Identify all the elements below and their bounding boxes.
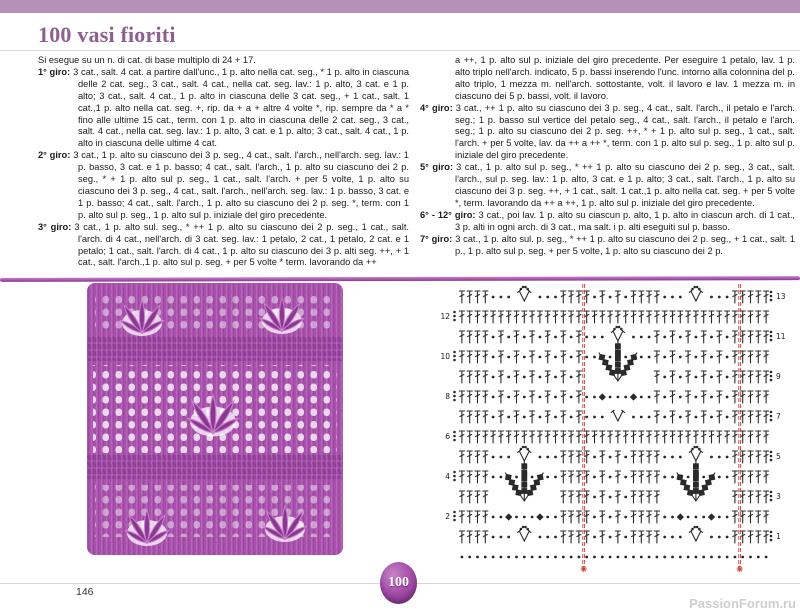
left-column xyxy=(38,55,409,269)
round-text: 3 cat., salt. 4 cat. a partire dall'unc., 1 p. alto nella cat. seg., * 1 p. alto in ciascuna delle 2 cat. seg., 3 cat., salt. 4 cat., nella cat. seg. lav.: 1 p. alto, 3 cat. e 1 p. alto; 3 cat., salt. 4 cat., 1 p. alto in ciascuna delle 3 cat. seg., + 1 cat., salt. 1 cat.,1 p. alto nella cat. seg. +, rip. da + a + altre 4 volte *, rip. sempre da * a * fino alle ultime 15 cat., term. con 1 p. alto in ciascuna delle 2 cat. seg., 3 cat., salt. 4 cat., nella cat. seg. lav.: 1 p. alto, 3 cat. e 1 p. alto; 3 cat., salt. 4 cat., 1 p. alto in ciascuna delle ultime 4 cat. xyxy=(73,66,409,149)
svg-text:4: 4 xyxy=(445,472,450,481)
svg-text:8: 8 xyxy=(445,392,450,401)
page-number: 146 xyxy=(76,586,94,598)
round-label: 5° giro: xyxy=(420,162,454,173)
svg-text:10: 10 xyxy=(440,352,450,361)
watermark: PassionForum.ru xyxy=(689,596,796,611)
round-instruction xyxy=(38,150,409,221)
svg-text:3: 3 xyxy=(776,492,781,501)
chart-flower-motif xyxy=(502,461,547,503)
title-rule xyxy=(0,50,800,51)
svg-text:5: 5 xyxy=(776,452,781,461)
svg-text:11: 11 xyxy=(776,332,786,341)
svg-text:7: 7 xyxy=(776,412,781,421)
crochet-chart xyxy=(425,280,797,578)
round-label: 6° - 12° giro: xyxy=(420,209,476,220)
round-instruction xyxy=(420,162,795,210)
round-text: 3 cat., 1 p. alto su ciascuno dei 3 p. seg., 4 cat., salt. l'arch., nell'arch. seg. lav.: 1 p. basso, 3 cat. e 1 p. basso; 4 cat., salt. l'arch., 1 p. alto su ciascuno dei 2 p. seg., * + 1 p. alto sul p. seg., 1 cat., salt. l'arch. + per 5 volte, 1 p. alto su ciascuno dei 3 p. seg., 4 cat., salt. l'arch., nell'arch. seg. lav.: 1 p. basso, 3 cat. e 1 p. basso; 4 cat., salt. l'arch., 1 p. alto su ciascuno dei 2 p. seg. *, term. con 1 p. alto sul p. seg., 1 p. alto sul p. iniziale del giro precedente. xyxy=(73,150,409,220)
page-title: 100 vasi fioriti xyxy=(38,22,176,47)
header-bar xyxy=(0,0,800,13)
chart-flower-motif xyxy=(674,461,719,503)
round-label: 2° giro: xyxy=(38,150,71,161)
round-label: 7° giro: xyxy=(420,233,453,244)
round-instruction xyxy=(420,103,795,163)
right-column xyxy=(420,55,795,257)
round-instruction xyxy=(420,234,795,258)
round-instruction xyxy=(38,222,409,270)
chart-flower-motif xyxy=(596,341,641,383)
svg-text:12: 12 xyxy=(440,312,450,321)
svg-text:2: 2 xyxy=(445,512,450,521)
round-text: 3 cat., 1 p. alto sul. seg., * ++ 1 p. alto su ciascuno dei 2 p. seg., 1 cat., salt. l'arch. di 4 cat., nell'arch. di 3 cat. seg. lav.: 1 petalo, 2 cat., 1 petalo, 2 cat. e 1 petalo; 1 cat., salt. l'arch. di 4 cat., 1 p. alto su ciascuno dei 3 p. alti seg. ++, + 1 cat., salt. l'arch.,1 p. alto sul p. seg. + per 5 volte * term. lavorando da ++ xyxy=(74,221,409,268)
crochet-swatch-photo xyxy=(85,281,345,558)
round-label: 4° giro: xyxy=(420,102,453,113)
pattern-number-badge xyxy=(380,562,417,604)
round-text: 3 cat., ++ 1 p. alto su ciascuno dei 3 p. seg., 4 cat., salt. l'arch., il petalo e l'arch. seg.; 1 p. basso sul vertice del petalo seg., 4 cat., salt. l'arch., il petalo e l'arch. seg.; 1 p. alto su ciascuno dei 2 p. seg. ++, * + 1 p. alto sul p. seg., 1 cat., salt. l'arch. + per 5 volte, lav. da ++ a ++ *, term. con 1 p. alto sul p. seg., 1 p. alto sul p. iniziale del giro precedente. xyxy=(455,102,795,161)
round-instruction xyxy=(420,210,795,234)
round-text: 3 cat., 1 p. alto sul p. seg., * ++ 1 p. alto su ciascuno dei 2 p. seg., 3 cat., salt. l'arch., sul p. seg. lav.: 1 p. alto, 3 cat. e 1 p. alto; 3 cat., salt. l'arch., 1 p. alto su ciascuno dei 3 p. seg. ++, + 1 cat., salt. 1 cat.,1 p. alto nella cat. seg. + per 5 volte *, term. lavorando da ++ a ++, 1 p. alto sul p. iniziale del giro precedente. xyxy=(455,162,795,208)
round-instruction xyxy=(38,67,409,150)
svg-text:1: 1 xyxy=(776,532,781,541)
round-label: 3° giro: xyxy=(38,221,72,232)
svg-text:13: 13 xyxy=(776,292,786,301)
pattern-number: 100 xyxy=(388,575,409,590)
intro-text: Si esegue su un n. di cat. di base multiplo di 24 + 17. xyxy=(38,55,256,65)
round-text: 3 cat., poi lav. 1 p. alto su ciascun p. alto, 1 p. alto in ciascun arch. di 1 cat., 3 p. alti in ogni arch. di 3 cat., ma salt. i p. alti eseguiti sul p. basso. xyxy=(455,209,795,232)
round-text: 3 cat., 1 p. alto sul. p. seg., * ++ 1 p. alto su ciascuno dei 2 p. seg., + 1 cat., salt. 1 p., 1 p. alto sul p. seg. + per 5 volte, 1 p. alto su ciascuno dei 2 p. xyxy=(455,233,795,256)
round-label: 1° giro: xyxy=(38,66,71,77)
svg-text:6: 6 xyxy=(445,432,450,441)
svg-text:9: 9 xyxy=(776,372,781,381)
round-instruction-continued: a ++, 1 p. alto sul p. iniziale del giro precedente. Per eseguire 1 petalo, lav. 1 p. alto triplo nell'arch. indicato, 5 p. bassi inserendo l'unc. intorno alla colonnina del p. alto triplo, 1 mezza m. nell'arch. sottostante, volt. il lavoro e lav. 1 mezza m. in ciascuno dei 5 p. bassi, volt. il lavoro. xyxy=(455,55,795,101)
